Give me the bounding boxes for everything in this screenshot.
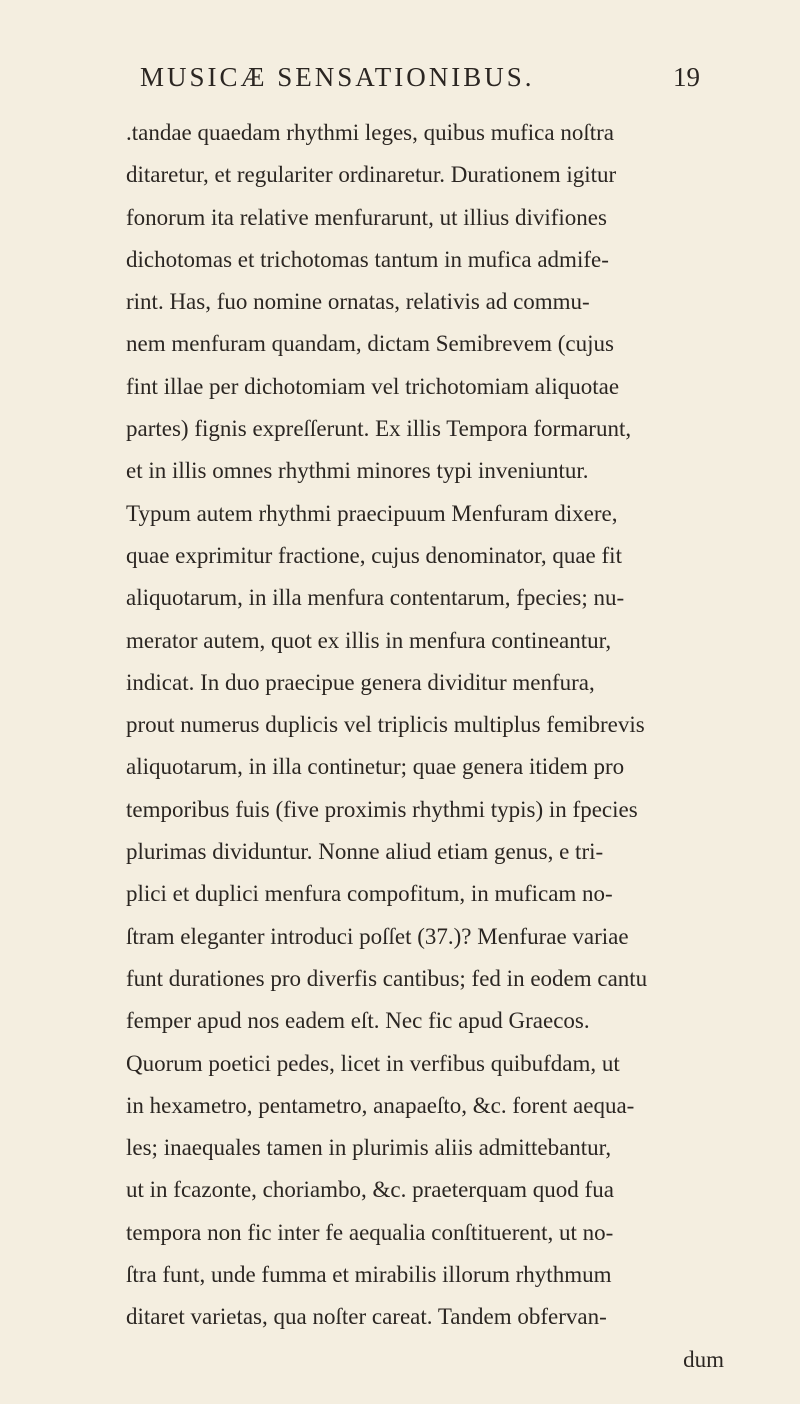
text-line: indicat. In duo praecipue genera dividitur menfura, [126, 669, 595, 695]
text-line: les; inaequales tamen in plurimis aliis admittebantur, [126, 1135, 612, 1161]
text-line: merator autem, quot ex illis in menfura contineantur, [126, 627, 612, 653]
running-head [140, 62, 700, 102]
text-line: fint illae per dichotomiam vel trichotomiam aliquotae [126, 373, 620, 399]
text-line: partes) fignis expreſſerunt. Ex illis Tempora formarunt, [126, 416, 632, 442]
text-line: et in illis omnes rhythmi minores typi inveniuntur. [126, 458, 589, 484]
text-line: funt durationes pro diverfis cantibus; fed in eodem cantu [126, 965, 648, 991]
text-line: nem menfuram quandam, dictam Semibrevem (cujus [126, 331, 614, 357]
text-line: femper apud nos eadem eſt. Nec fic apud Graecos. [126, 1008, 590, 1034]
running-head-title: MUSICÆ SENSATIONIBUS. [140, 62, 535, 92]
text-line: tempora non fic inter fe aequalia conſtituerent, ut no- [126, 1219, 614, 1245]
text-line: fonorum ita relative menfurarunt, ut illius divifiones [126, 204, 607, 230]
catchword: dum [683, 1346, 724, 1372]
text-line: dichotomas et trichotomas tantum in mufica admife- [126, 246, 609, 272]
text-line: ſtram eleganter introduci poſſet (37.)? Menfurae variae [126, 923, 629, 949]
text-line: quae exprimitur fractione, cujus denominator, quae fit [126, 542, 622, 568]
text-line: aliquotarum, in illa continetur; quae genera itidem pro [126, 754, 625, 780]
text-line: temporibus fuis (five proximis rhythmi typis) in fpecies [126, 796, 638, 822]
text-line: aliquotarum, in illa menfura contentarum, fpecies; nu- [126, 585, 625, 611]
page-number: 19 [673, 62, 700, 92]
text-line: ditaretur, et regulariter ordinaretur. Durationem igitur [126, 162, 617, 188]
text-line: ſtra funt, unde fumma et mirabilis illorum rhythmum [126, 1262, 612, 1288]
text-line: plurimas dividuntur. Nonne aliud etiam genus, e tri- [126, 839, 604, 865]
text-line: in hexametro, pentametro, anapaeſto, &c. forent aequa- [126, 1092, 635, 1118]
text-line: Typum autem rhythmi praecipuum Menfuram dixere, [126, 500, 618, 526]
text-line: .tandae quaedam rhythmi leges, quibus mufica noſtra [126, 120, 614, 145]
text-line: plici et duplici menfura compofitum, in muficam no- [126, 881, 613, 907]
text-line: prout numerus duplicis vel triplicis multiplus femibrevis [126, 712, 645, 738]
text-line: ditaret varietas, qua noſter careat. Tandem obfervan- [126, 1304, 607, 1330]
body-text [126, 112, 786, 1381]
text-line: Quorum poetici pedes, licet in verfibus quibufdam, ut [126, 1050, 620, 1076]
text-line: rint. Has, fuo nomine ornatas, relativis ad commu- [126, 289, 590, 315]
text-line: ut in fcazonte, choriambo, &c. praeterquam quod fua [126, 1177, 614, 1203]
